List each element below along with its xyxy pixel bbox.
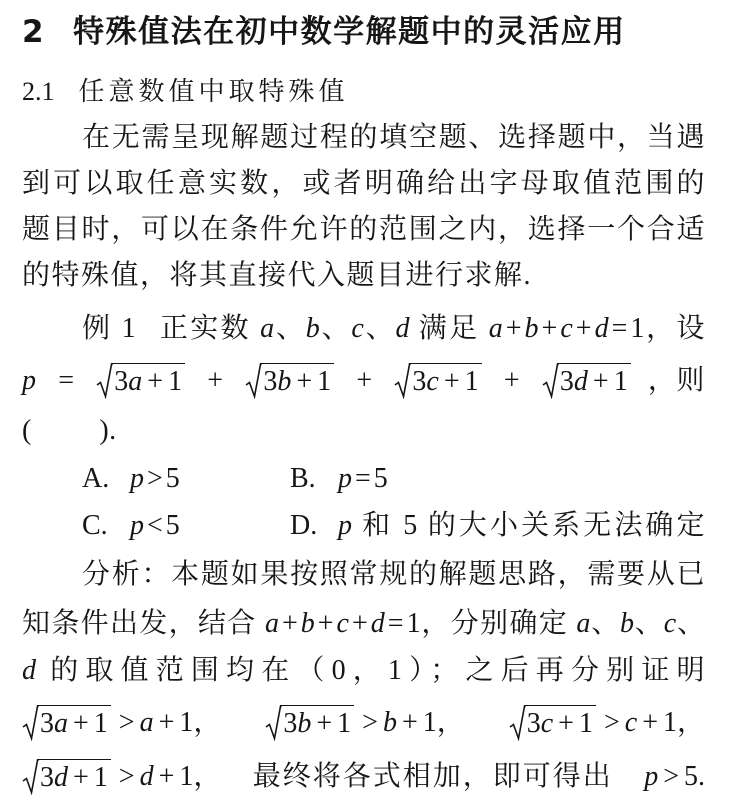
math-operator: + [541,313,558,344]
radicand: 3d + 1 [559,363,631,399]
math-variable: b [382,707,397,738]
answer-blank-line [22,408,705,454]
square-root [542,363,631,399]
math-variable: c [351,313,364,344]
formula-equals [53,364,79,398]
math-operator: + [73,708,89,739]
radical-sign-icon [22,705,39,741]
math-variable: b [620,608,635,639]
option-text: p < 5 [130,510,180,541]
math-variable: a [576,608,591,639]
math-variable: p [338,463,352,494]
intro-line-4: 的特殊值，将其直接代入题目进行求解. [22,260,533,291]
square-root [265,705,354,741]
math-variable: c [540,708,554,739]
radicand: 3a + 1 [113,363,185,399]
inequality-rhs: > b + 1， [362,707,465,738]
math-variable: d [54,762,68,793]
inequality [509,705,705,741]
radicand: 3b + 1 [262,363,334,399]
example-stem-line-1 [82,306,705,352]
analysis-text: 的取值范围均在（0，1）；之后再分别证明 [50,655,705,686]
radical-sign-icon [245,363,262,399]
math-operator: > [118,761,135,792]
math-variable: c [336,608,349,639]
math-operator: < [147,510,163,541]
option-a [82,456,180,502]
math-variable: c [426,366,439,397]
conclusion-text: 最终将各式相加，即可得出 [252,761,613,792]
square-root [96,363,185,399]
subsection-title: 任意数值中取特殊值 [78,77,349,106]
inequality-rhs: > a + 1， [118,707,222,738]
analysis-line-3 [22,648,705,694]
math-variable: c [663,608,677,639]
math-operator: > [118,707,135,738]
math-variable: a [488,313,503,344]
inequality-rhs: > c + 1， [603,707,705,738]
option-key: A. [82,463,110,494]
math-operator: + [317,608,334,639]
intro-line-2: 到可以取任意实数，或者明确给出字母取值范围的 [22,168,705,199]
math-variable: p [644,761,659,792]
math-operator: + [443,366,460,397]
stem-variables: a、b、c、d [260,313,410,344]
stem-condition: a + b + c + d = 1 [488,313,645,344]
radical-sign-icon [394,363,411,399]
inequality [265,705,464,741]
section-title: 特殊值法在初中数学解题中的灵活应用 [73,14,626,50]
math-operator: + [158,761,175,792]
conclusion-line [22,752,705,802]
example-label: 例 1 [82,313,137,344]
formula-plus [202,364,228,398]
stem-text: 满足 [418,313,480,344]
math-variable: c [624,707,638,738]
math-variable: c [560,313,573,344]
math-variable: p [130,510,144,541]
subsection-number: 2.1 [22,77,55,106]
square-root [245,363,334,399]
option-key: D. [290,510,318,541]
analysis-line-1: 分析：本题如果按照常规的解题思路，需要从已 [82,559,705,590]
conclusion-result: p > 5. [644,761,705,792]
inequality-rhs: > d + 1， [118,761,222,792]
formula-lhs [22,364,36,398]
math-operator: + [147,366,164,397]
formula-plus [499,364,525,398]
math-operator: + [207,365,224,396]
stem-text: 正实数 [158,313,251,344]
formula-plus [351,364,377,398]
intro-line-3: 题目时，可以在条件允许的范围之内，选择一个合适 [22,214,705,245]
radicand: 3a + 1 [39,705,111,741]
radicand: 3c + 1 [526,705,596,741]
analysis-condition: a + b + c + d = 1 [264,608,421,639]
math-operator: > [362,707,378,738]
inequalities-line [22,698,705,748]
math-variable: d [370,608,385,639]
analysis-text: 知条件出发，结合 [22,608,257,639]
math-operator: + [503,365,520,396]
analysis-line-2 [22,601,705,647]
analysis-variable [22,655,36,686]
math-variable: p [130,463,144,494]
math-variable: b [277,366,292,397]
math-operator: + [642,707,658,738]
math-variable: a [54,708,68,739]
math-operator: > [663,761,679,792]
math-operator: = [355,463,371,494]
radical-sign-icon [22,759,39,795]
option-text [338,503,705,549]
math-variable: b [297,708,312,739]
inequality [22,759,221,795]
math-operator: = [387,608,404,639]
math-operator: = [58,365,75,396]
math-operator: + [281,608,298,639]
math-operator: = [611,313,628,344]
radical-sign-icon [96,363,113,399]
math-operator: + [316,708,333,739]
square-root [509,705,596,741]
example-formula-line [22,356,705,406]
math-operator: + [73,762,89,793]
math-variable: d [573,366,588,397]
option-key: B. [290,463,316,494]
radicand: 3c + 1 [411,363,481,399]
math-operator: + [575,313,592,344]
math-operator: + [505,313,522,344]
math-variable: d [139,761,154,792]
option-d [290,503,705,549]
section-number: 2 [22,14,46,50]
math-variable: a [128,366,143,397]
math-variable: d [594,313,609,344]
math-operator: + [558,708,574,739]
subsection-heading [22,70,705,114]
math-variable: d [22,655,36,686]
analysis-text: ，分别确定 [420,608,569,639]
math-variable: p [338,510,352,541]
option-key: C. [82,510,108,541]
math-variable: a [264,608,279,639]
option-b [290,456,388,502]
math-variable: b [305,313,320,344]
math-variable: b [300,608,315,639]
radical-sign-icon [509,705,526,741]
option-c [82,503,180,549]
math-variable: d [395,313,410,344]
square-root [22,705,111,741]
math-operator: > [147,463,163,494]
option-text: p = 5 [338,463,388,494]
math-operator: + [296,366,313,397]
option-variable [338,510,352,541]
inequality [22,705,221,741]
math-variable: b [524,313,539,344]
math-operator: + [401,707,418,738]
analysis-variables: a、b、c、 [576,608,705,639]
square-root [394,363,481,399]
radicand: 3d + 1 [39,759,111,795]
math-variable: a [139,707,154,738]
radical-sign-icon [265,705,282,741]
math-operator: > [603,707,620,738]
math-variable: a [260,313,275,344]
section-heading [22,10,705,54]
formula-tail: ，则 [647,365,705,396]
math-operator: + [351,608,368,639]
math-operator: + [356,365,373,396]
square-root [22,759,111,795]
math-variable: p [22,365,36,396]
stem-text: ，设 [644,313,705,344]
intro-line-1: 在无需呈现解题过程的填空题、选择题中，当遇 [82,122,705,153]
math-operator: + [158,707,175,738]
answer-blank: ( ). [22,415,117,446]
radicand: 3b + 1 [282,705,354,741]
option-description: 和 5 的大小关系无法确定 [362,510,705,541]
option-text: p > 5 [130,463,180,494]
radical-sign-icon [542,363,559,399]
math-operator: + [592,366,609,397]
